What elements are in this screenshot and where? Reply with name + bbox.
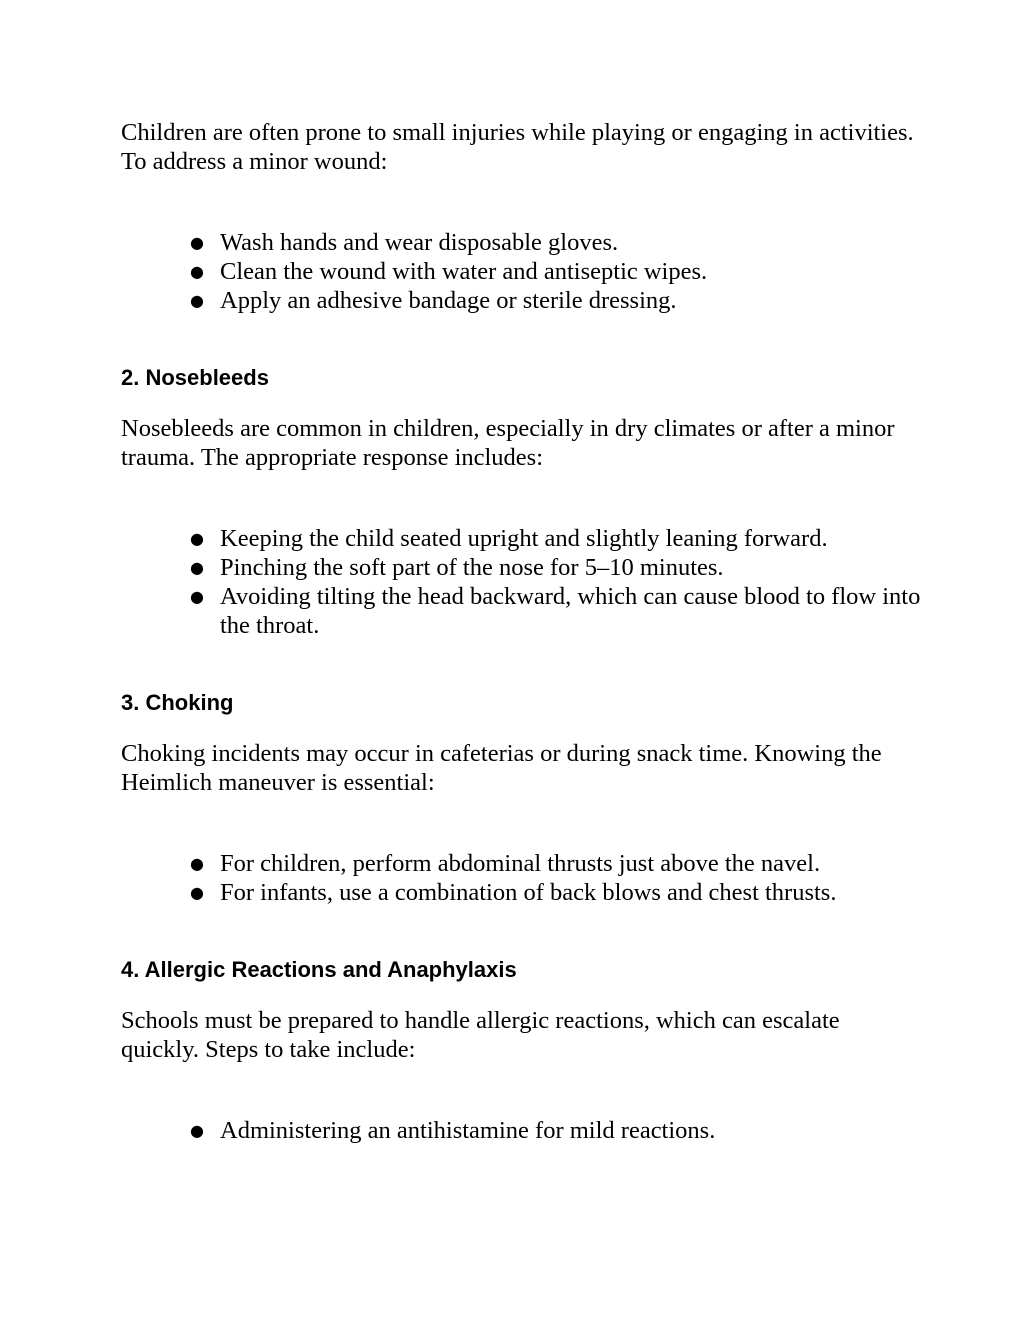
list-item-text: Pinching the soft part of the nose for 5–10 minutes. bbox=[220, 554, 724, 581]
list-item bbox=[190, 257, 921, 286]
document-page bbox=[121, 118, 921, 1145]
section-paragraph-allergic-reactions: Schools must be prepared to handle allergic reactions, which can escalate quickly. Steps to take include: bbox=[121, 1007, 840, 1063]
list-item bbox=[190, 553, 921, 582]
bullet-icon: ● bbox=[190, 558, 204, 577]
bullet-icon: ● bbox=[190, 529, 204, 548]
section-heading-allergic-reactions: 4. Allergic Reactions and Anaphylaxis bbox=[121, 957, 517, 982]
choking-list bbox=[121, 849, 921, 907]
list-item-text: Administering an antihistamine for mild reactions. bbox=[220, 1117, 716, 1144]
list-item bbox=[190, 228, 921, 257]
list-item-text: Apply an adhesive bandage or sterile dressing. bbox=[220, 287, 677, 314]
bullet-icon: ● bbox=[190, 1121, 204, 1140]
bullet-icon: ● bbox=[190, 883, 204, 902]
list-item bbox=[190, 849, 921, 878]
intro-paragraph: Children are often prone to small injuries while playing or engaging in activities. To address a minor wound: bbox=[121, 119, 914, 175]
bullet-icon: ● bbox=[190, 587, 204, 606]
list-item bbox=[190, 524, 921, 553]
section-heading-nosebleeds: 2. Nosebleeds bbox=[121, 365, 269, 390]
list-item-text: For children, perform abdominal thrusts just above the navel. bbox=[220, 850, 821, 877]
bullet-icon: ● bbox=[190, 262, 204, 281]
section-heading-choking: 3. Choking bbox=[121, 690, 234, 715]
list-item bbox=[190, 1116, 921, 1145]
section-paragraph-choking: Choking incidents may occur in cafeterias or during snack time. Knowing the Heimlich maneuver is essential: bbox=[121, 740, 882, 796]
section-paragraph-nosebleeds: Nosebleeds are common in children, especially in dry climates or after a minor trauma. The appropriate response includes: bbox=[121, 415, 895, 471]
list-item-text: Clean the wound with water and antiseptic wipes. bbox=[220, 258, 708, 285]
bullet-icon: ● bbox=[190, 291, 204, 310]
list-item bbox=[190, 878, 921, 907]
list-item bbox=[190, 582, 921, 640]
intro-list bbox=[121, 228, 921, 315]
allergic-reactions-list bbox=[121, 1116, 921, 1145]
bullet-icon: ● bbox=[190, 854, 204, 873]
bullet-icon: ● bbox=[190, 233, 204, 252]
list-item-text: Keeping the child seated upright and slightly leaning forward. bbox=[220, 525, 828, 552]
nosebleeds-list bbox=[121, 524, 921, 640]
list-item bbox=[190, 286, 921, 315]
list-item-text: Wash hands and wear disposable gloves. bbox=[220, 229, 619, 256]
list-item-text: Avoiding tilting the head backward, which can cause blood to flow into the throat. bbox=[220, 583, 921, 639]
list-item-text: For infants, use a combination of back blows and chest thrusts. bbox=[220, 879, 837, 906]
